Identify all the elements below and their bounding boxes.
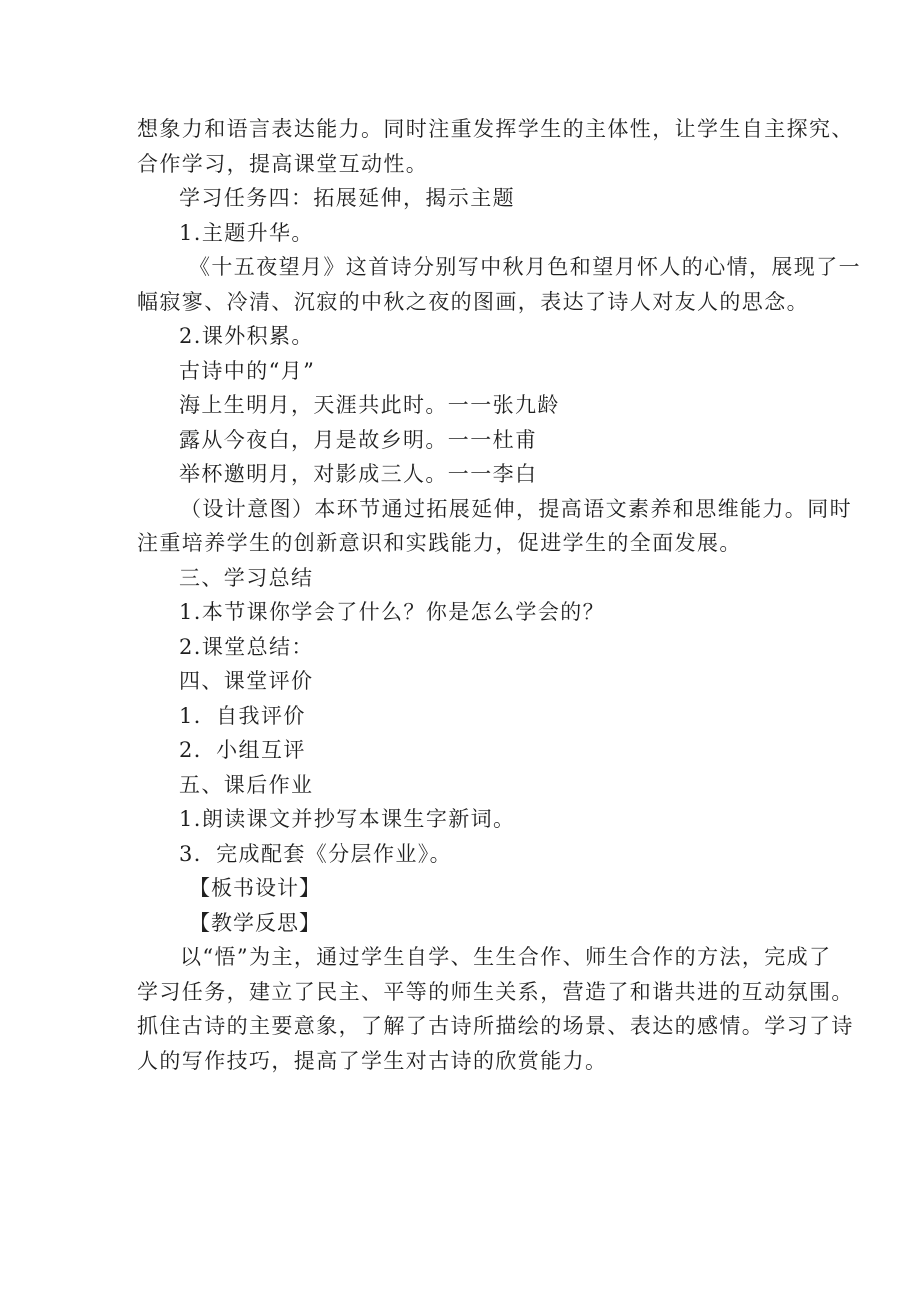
poem-line: 海上生明月，天涯共此时。一一张九龄 xyxy=(179,393,560,417)
design-intent-line: （设计意图）本环节通过拓展延伸，提高语文素养和思维能力。同时 xyxy=(180,496,852,521)
homework-item: 1.朗读课文并抄写本课生字新词。 xyxy=(179,807,516,831)
paragraph-line: 想象力和语言表达能力。同时注重发挥学生的主体性，让学生自主探究、 xyxy=(137,117,854,141)
evaluation-item: 2．小组互评 xyxy=(179,738,306,762)
board-design-heading: 【板书设计】 xyxy=(189,876,321,900)
evaluation-heading: 四、课堂评价 xyxy=(179,669,314,693)
paragraph-line: 合作学习，提高课堂互动性。 xyxy=(137,151,429,176)
reflection-line: 学习任务，建立了民主、平等的师生关系，营造了和谐共进的互动氛围。 xyxy=(137,979,854,1004)
extra-item: 2.课外积累。 xyxy=(179,324,314,348)
poem-line: 露从今夜白，月是故乡明。一一杜甫 xyxy=(179,427,538,452)
summary-heading: 三、学习总结 xyxy=(179,565,314,590)
document-body xyxy=(137,112,861,1078)
theme-paragraph-line: 幅寂寥、冷清、沉寂的中秋之夜的图画，表达了诗人对友人的思念。 xyxy=(137,289,809,314)
reflection-line: 以“悟”为主，通过学生自学、生生合作、师生合作的方法，完成了 xyxy=(180,945,832,969)
reflection-line: 抓住古诗的主要意象，了解了古诗所描绘的场景、表达的感情。学习了诗 xyxy=(137,1014,854,1038)
task4-heading: 学习任务四：拓展延伸，揭示主题 xyxy=(179,186,515,210)
homework-heading: 五、课后作业 xyxy=(179,772,314,797)
reflection-heading: 【教学反思】 xyxy=(189,910,321,935)
reflection-line: 人的写作技巧，提高了学生对古诗的欣赏能力。 xyxy=(137,1048,608,1073)
summary-item: 1.本节课你学会了什么？你是怎么学会的？ xyxy=(179,600,606,624)
theme-item: 1.主题升华。 xyxy=(179,220,314,245)
moon-heading: 古诗中的“月” xyxy=(179,358,316,383)
homework-item: 3．完成配套《分层作业》。 xyxy=(179,841,453,866)
poem-line: 举杯邀明月，对影成三人。一一李白 xyxy=(179,462,538,486)
theme-paragraph-line: 《十五夜望月》这首诗分别写中秋月色和望月怀人的心情，展现了一 xyxy=(189,255,861,279)
summary-item: 2.课堂总结： xyxy=(179,634,314,659)
evaluation-item: 1．自我评价 xyxy=(179,703,306,728)
design-intent-line: 注重培养学生的创新意识和实践能力，促进学生的全面发展。 xyxy=(137,531,742,555)
